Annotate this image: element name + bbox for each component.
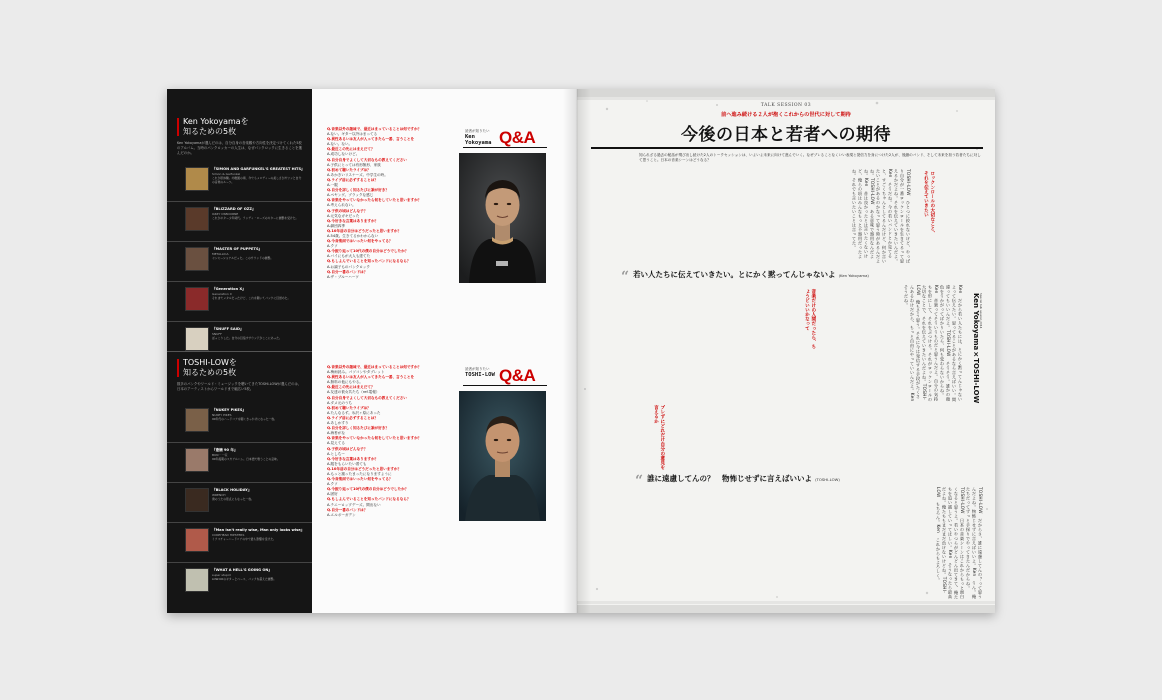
qa-ken-tag: [457, 127, 555, 149]
album-description: 90年後期のスカアルバム。日本語で歌うことの意味。: [212, 457, 280, 461]
qa-answer: A.としちー: [327, 451, 345, 456]
sidebar-toshi-intro: 数多のパンクやワールド・ミュージックを聴いてきたTOSHI-LOWが選んだのは、日本のアーティストからワールドまで幅広い5枚。: [177, 382, 302, 391]
qa-tag-name-first: Ken: [465, 134, 475, 140]
album-divider: [167, 321, 312, 322]
album-divider: [167, 201, 312, 202]
qa-answer: A.もっと割ったまったになりますように: [327, 471, 392, 476]
qa-question: Q.初めて聴いたライブは？: [327, 405, 371, 410]
album-artist: SNUFF: [212, 332, 222, 336]
qa-answer: A.考えられない。: [327, 203, 356, 208]
pull-quote-1: [621, 269, 869, 285]
qa-question: Q.自分自身でよくして大切なもの教えてください: [327, 395, 407, 400]
left-page: [167, 89, 577, 613]
quote-mark-icon: “: [621, 269, 630, 285]
qa-question: Q.音楽以外の趣味で、最近はまっていることは何ですか？: [327, 365, 422, 369]
qa-answer: A.ペヤング。ブラックな感じ: [327, 193, 374, 198]
qa-answer: A.ザ・ブルーハーツ: [327, 274, 359, 279]
qa-tag-rule: [463, 385, 547, 386]
heading-line2: 知るための5枚: [183, 368, 237, 377]
qa-answer: A.一服: [327, 183, 338, 188]
qa-tag-name: [465, 134, 492, 146]
qa-answer: A.54歳。生きてるかわからない: [327, 233, 379, 238]
album-divider: [167, 241, 312, 242]
qa-question: Q.音楽以外の趣味で、最近はまっていることは何ですか？: [327, 127, 422, 131]
album-entry: [185, 568, 305, 594]
album-title: 『MASTER OF PUPPETS』: [212, 247, 263, 251]
qa-question: Q.自分を詳しく知るたびに誰が好き？: [327, 426, 389, 431]
qa-toshi-list: [327, 365, 453, 518]
album-entry: [185, 327, 305, 353]
album-title: 『Generation X』: [212, 287, 246, 291]
qa-question: Q.今振り返って10代の僕の自分はどうでしたか？: [327, 249, 409, 254]
callout-1: ロックンロールの大切なこと、それを伝えていきたい: [923, 171, 935, 236]
qa-answer: A.成功しないけど。: [327, 152, 360, 157]
album-artist: WRENCH: [212, 493, 226, 497]
qa-answer: A.元気なガキだった: [327, 213, 360, 218]
album-entry: [185, 207, 305, 233]
heading-line1: TOSHI-LOWを: [183, 358, 237, 367]
qa-question: Q.今好きな言葉はありますか？: [327, 456, 379, 461]
album-title: 『SNUFF SAID』: [212, 327, 244, 331]
album-title: 『Man Isn't really wise, Man only looks wise』: [212, 528, 305, 532]
album-entry: [185, 247, 305, 273]
qa-answer: A.無料の他にもやる。: [327, 380, 363, 385]
album-cover: [185, 568, 209, 592]
qa-question: Q.音楽をやっていなかったら何をしていたと思いますか？: [327, 198, 422, 203]
side-title: Ken Yokoyama×TOSHI-LOW: [972, 293, 980, 404]
album-artist: Simon & Garfunkel: [212, 172, 241, 176]
qa-answer: A.劇団四季: [327, 223, 345, 228]
qa-question: Q.今音楽面ではいったい何をやってる？: [327, 239, 393, 244]
album-title: 『WHAT A HELL'S GOING ON』: [212, 568, 272, 572]
callout-2: 音楽だけの人間だったら、ちょうどいいかなって: [804, 289, 816, 349]
qa-answer: A.クソ: [327, 244, 338, 249]
album-entry: [185, 448, 305, 474]
article-subtitle: 前へ進み続ける２人が抱くこれからの世代に対して期待: [721, 112, 851, 118]
album-entry: [185, 528, 305, 554]
album-description: センセーショナルだった。このサウンドの衝撃。: [212, 256, 274, 260]
qa-question: Q.自分一番のバンドは？: [327, 269, 368, 274]
qa-question: Q.自分一番のバンドは？: [327, 507, 368, 512]
album-artist: Generation X: [212, 292, 232, 296]
sidebar-toshi-section: [167, 351, 312, 614]
qa-question: Q.子供の頃はどんな子？: [327, 208, 368, 213]
article-lead: 知られざる過去の秘話が飛び出し続けた2人のトークセッションは、いよいよ未来に向けて進んでいく。なぜブレることなくいい表現と発信力を身につけた2人が、後継のバンド、そして未来を担う若者たちに対して思うこと。日本の音楽シーンはどうなる？: [639, 153, 981, 162]
album-entry: [185, 287, 305, 313]
album-cover: [185, 488, 209, 512]
album-cover: [185, 247, 209, 271]
album-description: それまでメタルだったけど、これを聴いてパンクに目覚めた。: [212, 296, 291, 300]
qa-tag-name: TOSHI-LOW: [465, 372, 495, 378]
album-cover: [185, 167, 209, 191]
qa-answer: A.見えてる: [327, 441, 345, 446]
qa-answer: A.ない。ギター以外はまってる: [327, 132, 378, 137]
qa-tag-name-last: Yokoyama: [465, 140, 492, 146]
right-page: [577, 89, 995, 613]
album-sidebar: [167, 89, 312, 613]
qa-answer: A.エルボーガデン: [327, 512, 356, 517]
body-text-2: Ken だから若い人たちには、とにかく黙ってんじゃないよって伝えたい。思ってることがあるなら言えばいい。間違ってもいいんだよ。TOSHI-LOW そうそう。誰かの顔色をうかがってばかりいたら、何も変わらないからね。Ken 音楽ってそういうものだと思うんだよ。自分の気持ちを形にして、それをぶつける。それがロックンロールの大切なことで、それを伝えていきたいんだよね。TOSHI-LOW 俺もそう思う。それに今は発信する手段がたくさんあるわけだから、もっと自由にやっていいんだよ。Ken そうだね。: [904, 285, 963, 406]
album-cover: [185, 287, 209, 311]
sidebar-ken-intro: Ken Yokoyamaが選んだのは、自分自身の音楽観や方向性を決定づけてくれた5枚のアルバム。当時のパンクロッカーの人生は、なぜパンクロックに生きることを選んだのか。: [177, 141, 302, 155]
article-headline: 今後の日本と若者への期待: [681, 125, 891, 145]
qa-tag-title: Q&A: [499, 366, 536, 385]
album-description: 90年代のハードコアを聴くきっかけになった一枚。: [212, 417, 277, 421]
qa-answer: A.梅雨読み。パソコンやタブレット: [327, 370, 385, 375]
pull-quote-1-speaker: (Ken Yokoyama): [838, 273, 869, 278]
body-block-3: [591, 487, 983, 603]
qa-answer: A.あしかすり: [327, 421, 349, 426]
album-description: これがギター少年時代。ランディ・ローズのギターに衝撃を受けた。: [212, 216, 299, 220]
qa-question: Q.ライブ前に必ずすることは？: [327, 415, 378, 420]
qa-tag-title: Q&A: [499, 128, 536, 147]
album-title: 『BLACK HOLIDAY』: [212, 488, 252, 492]
qa-question: Q.子供の頃はどんな子？: [327, 446, 368, 451]
qa-question: Q.初めて聴いたライブは？: [327, 167, 371, 172]
qa-tag-small: 読者が知りたい: [465, 129, 490, 133]
ken-portrait-photo: [459, 153, 546, 283]
album-description: これが原体験。幼稚園の頃、今でもメロディーの美しさがガツンと自分の音楽のルーツ。: [212, 176, 302, 184]
qa-answer: A.服をもらいたい着ても: [327, 461, 367, 466]
qa-answer: A.クソ: [327, 482, 338, 487]
album-divider: [167, 482, 312, 483]
qa-toshi-tag: [457, 365, 555, 387]
qa-tag-rule: [463, 147, 547, 148]
album-divider: [167, 522, 312, 523]
album-artist: NUKEY PIKES: [212, 413, 232, 417]
heading-accent-bar: [177, 359, 179, 377]
qa-answer: A.バイにもが大人も建てた: [327, 254, 371, 259]
qa-question: Q.今好きな言葉はありますか？: [327, 218, 379, 223]
sidebar-ken-heading: [177, 117, 302, 137]
ken-portrait-image: [459, 153, 546, 283]
headline-rule: [591, 147, 983, 149]
side-subtitle: Special talk session 2014: [979, 293, 983, 329]
album-description: ミクスチャーハードコアの中で最も影響を受けた。: [212, 537, 276, 541]
qa-answer: A.テニーロップデーズ。間出ない: [327, 502, 381, 507]
sidebar-ken-section: [167, 89, 312, 351]
callout-3: ブレずにどれだけ自分の意見を言えるか: [653, 405, 665, 470]
qa-question: Q.今振り返って10代の僕の自分はどうでしたか？: [327, 487, 409, 492]
heading-line2: 知るための5枚: [183, 127, 237, 136]
qa-ken-list: [327, 127, 453, 280]
album-cover: [185, 207, 209, 231]
pull-quote-2-speaker: (TOSHI-LOW): [815, 477, 840, 482]
qa-tag-small: 読者が知りたい: [465, 367, 490, 371]
album-cover: [185, 528, 209, 552]
toshi-portrait-image: [459, 391, 546, 521]
qa-answer: A.友達の彼女共たち（ref.電報）: [327, 390, 380, 395]
album-cover: [185, 448, 209, 472]
qa-answer: A.ない。ない。: [327, 142, 353, 147]
album-divider: [167, 442, 312, 443]
album-artist: METALLICA: [212, 252, 229, 256]
album-divider: [167, 562, 312, 563]
qa-question: Q.もしよんでいることを知ったバンドになるなら？: [327, 259, 411, 264]
album-entry: [185, 488, 305, 514]
qa-question: Q.もしよんでいることを知ったバンドになるなら？: [327, 497, 411, 502]
toshi-portrait-photo: [459, 391, 546, 521]
album-artist: BUN・一家: [212, 453, 228, 457]
qa-answer: A.あかきいリスナーズ。中学生の時。: [327, 172, 388, 177]
qa-answer: A.固好: [327, 492, 338, 497]
album-description: LOW-KOのギターとベース、パンクを超えた衝撃。: [212, 577, 277, 581]
album-cover: [185, 408, 209, 432]
album-title: 『NUKEY PIKES』: [212, 408, 247, 412]
qa-question: Q.最近この先にはまえだて？: [327, 147, 375, 152]
album-title: 『BLIZZARD OF OZZ』: [212, 207, 256, 211]
qa-answer: A.子供にとっては有形無形、家族: [327, 162, 381, 167]
qa-question: Q.音楽をやっていなかったら何をしていたと思いますか？: [327, 436, 422, 441]
album-divider: [167, 281, 312, 282]
qa-question: Q.異性あるいは友人が入ってきたら一番、言うことを: [327, 375, 415, 380]
pull-quote-1-text: 若い人たちに伝えていきたい。とにかく黙ってんじゃないよ: [633, 270, 836, 279]
heading-accent-bar: [177, 118, 179, 136]
body-text-3: TOSHI-LOW だからさ、誰に遠慮してんの？って思うんだよね。物怖じせずに言えばいいよ。Ken うん。俺たちだってずっと手探りでやってきたんだからね。TOSHI-LOW 日本の音楽シーンはこれからもっと面白くなると思うよ。若いやつらがどんどん出てきて、俺たちを追い越していってほしい。Ken そうなったら最高だよね。俺たちもまだまだ負けないけどね。TOSHI-LOW もちろん。Ken これからもよろしく。: [936, 487, 983, 600]
album-artist: super stupid: [212, 573, 231, 577]
qa-question: Q.10年前の自分はどうだったと思いますか？: [327, 228, 402, 233]
qa-answer: A.海苔がな: [327, 431, 345, 436]
album-entry: [185, 408, 305, 434]
talk-session-label: TALK SESSION 03: [760, 103, 812, 108]
qa-answer: A.お調子ものパンクロック: [327, 264, 370, 269]
album-artist: COKEHEAD HIPSTERS: [212, 533, 245, 537]
qa-question: Q.最近この先にはまえだて？: [327, 385, 375, 390]
album-entry: [185, 167, 305, 193]
qa-question: Q.今音楽面ではいったい何をやってる？: [327, 477, 393, 482]
heading-line1: Ken Yokoyamaを: [183, 117, 249, 126]
album-description: 僕のうたの原点にもなった一枚。: [212, 497, 254, 501]
qa-question: Q.自分を詳しく知るたびに誰が好き？: [327, 188, 389, 193]
album-description: ぼっこりした。自分の目指すサウンドがここにあった。: [212, 336, 282, 340]
qa-question: Q.自分自身でよくして大切なもの教えてください: [327, 157, 407, 162]
album-cover: [185, 327, 209, 351]
magazine-spread: [167, 89, 995, 613]
album-artist: OZZY OSBOURNE: [212, 212, 239, 216]
qa-answer: A.たんなるず。氷沢ヶ原にあった: [327, 410, 381, 415]
sidebar-toshi-heading: [177, 358, 302, 378]
qa-answer: A.ダメ元のうち: [327, 400, 353, 405]
body-text-1: TOSHI-LOW ひとつに絞れないけど、やっぱり自分が一番ロックンロールを生きてるって思えるかだよね。それを伝えていきたいんだよ。Ken そうだね。今の若いバンドとか見てると、すごくちゃんとしてるんだけど、何か言いたいことがあるのかなって思う時があるんだよね。TOSHI-LOW ある意味で器用なんだよね。Ken 昔は良かったとは言いたくないけど、俺らの頃はみんなもっと不器用だったよね。それでも言いたいことは言ってた。: [852, 169, 911, 264]
pull-quote-2-text: 誰に遠慮してんの？ 物怖じせずに言えばいいよ: [647, 474, 813, 483]
qa-question: Q.異性あるいは友人が入ってきたら一番、言うことを: [327, 137, 415, 142]
qa-question: Q.ライブ前に必ずすることは？: [327, 177, 378, 182]
quote-mark-icon: “: [635, 473, 644, 489]
side-title-band: [971, 289, 985, 459]
body-block-2: [591, 285, 983, 406]
album-title: 『豊饒 90 年』: [212, 448, 238, 452]
album-title: 『SIMON AND GARFUNKEL'S GREATEST HITS』: [212, 167, 305, 171]
qa-question: Q.10年前の自分はどうだったと思いますか？: [327, 466, 402, 471]
